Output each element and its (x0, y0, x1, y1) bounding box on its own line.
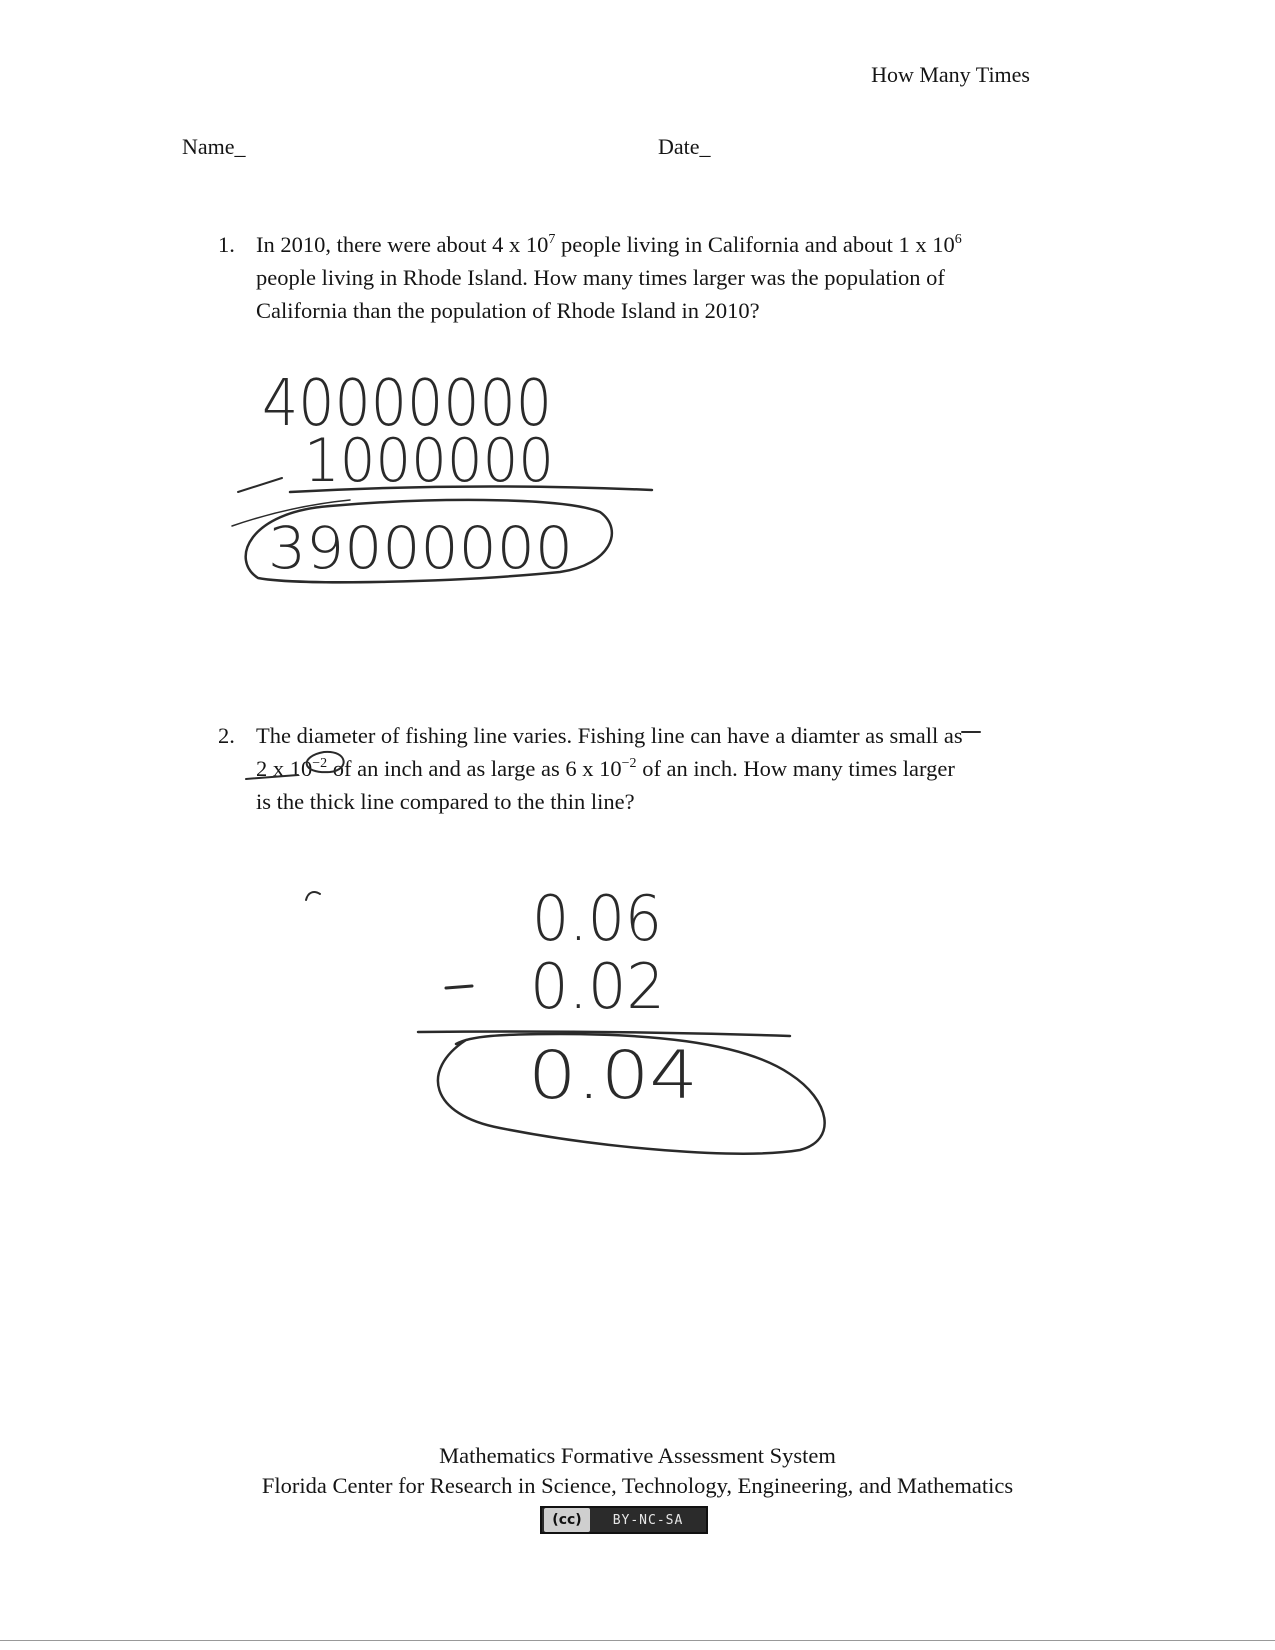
q2-minus-sign (446, 986, 472, 988)
question-1-line-3: California than the population of Rhode Island in 2010? (256, 298, 760, 323)
q2-text-annotations (246, 732, 980, 779)
q2-hw-result: 0.04 (528, 1037, 698, 1114)
question-2-number: 2. (218, 723, 235, 748)
q2-handwritten-work (306, 882, 825, 1154)
q2-underline-mark (246, 775, 298, 779)
q2-stray-stroke (306, 892, 320, 900)
scan-edge-line (0, 1640, 1275, 1641)
cc-logo-icon: (cc) (544, 1508, 590, 1532)
footer-organization-line: Mathematics Formative Assessment System (439, 1443, 836, 1468)
q1-handwritten-work (232, 367, 652, 582)
q1-hw-subtracted-number: 1000000 (304, 426, 554, 496)
worksheet-title: How Many Times (871, 62, 1030, 87)
date-blank: _ (699, 134, 711, 159)
q2-hw-top-number: 0.06 (532, 882, 662, 955)
footer-center-line: Florida Center for Research in Science, Technology, Engineering, and Mathematics (261, 1473, 1014, 1498)
question-2-line-2: 2 x $10^{-2}$ of an inch and as large as 6 x $10^{-2}$ of an inch. How many times larger (256, 756, 955, 781)
q1-hw-top-number: 40000000 (262, 367, 552, 441)
q1-hw-result: 39000000 (268, 514, 573, 582)
q1-minus-sign (238, 478, 282, 492)
q2-circle-mark (307, 752, 344, 772)
date-label: Date (658, 134, 700, 159)
q2-hw-subtracted-number: 0.02 (530, 950, 665, 1023)
cc-license-badge (540, 1506, 708, 1534)
question-2-line-1: The diameter of fishing line varies. Fishing line can have a diamter as small as (256, 723, 963, 748)
question-1-line-2: people living in Rhode Island. How many times larger was the population of (256, 265, 945, 290)
question-2-line-3: is the thick line compared to the thin line? (256, 789, 635, 814)
question-1-number: 1. (218, 232, 235, 257)
name-label: Name (182, 134, 235, 159)
name-blank: _ (234, 134, 246, 159)
question-1-line-1: In 2010, there were about 4 x $10^7$ people living in California and about 1 x $10^6$ (256, 232, 962, 257)
cc-license-text: BY-NC-SA (612, 1512, 684, 1528)
